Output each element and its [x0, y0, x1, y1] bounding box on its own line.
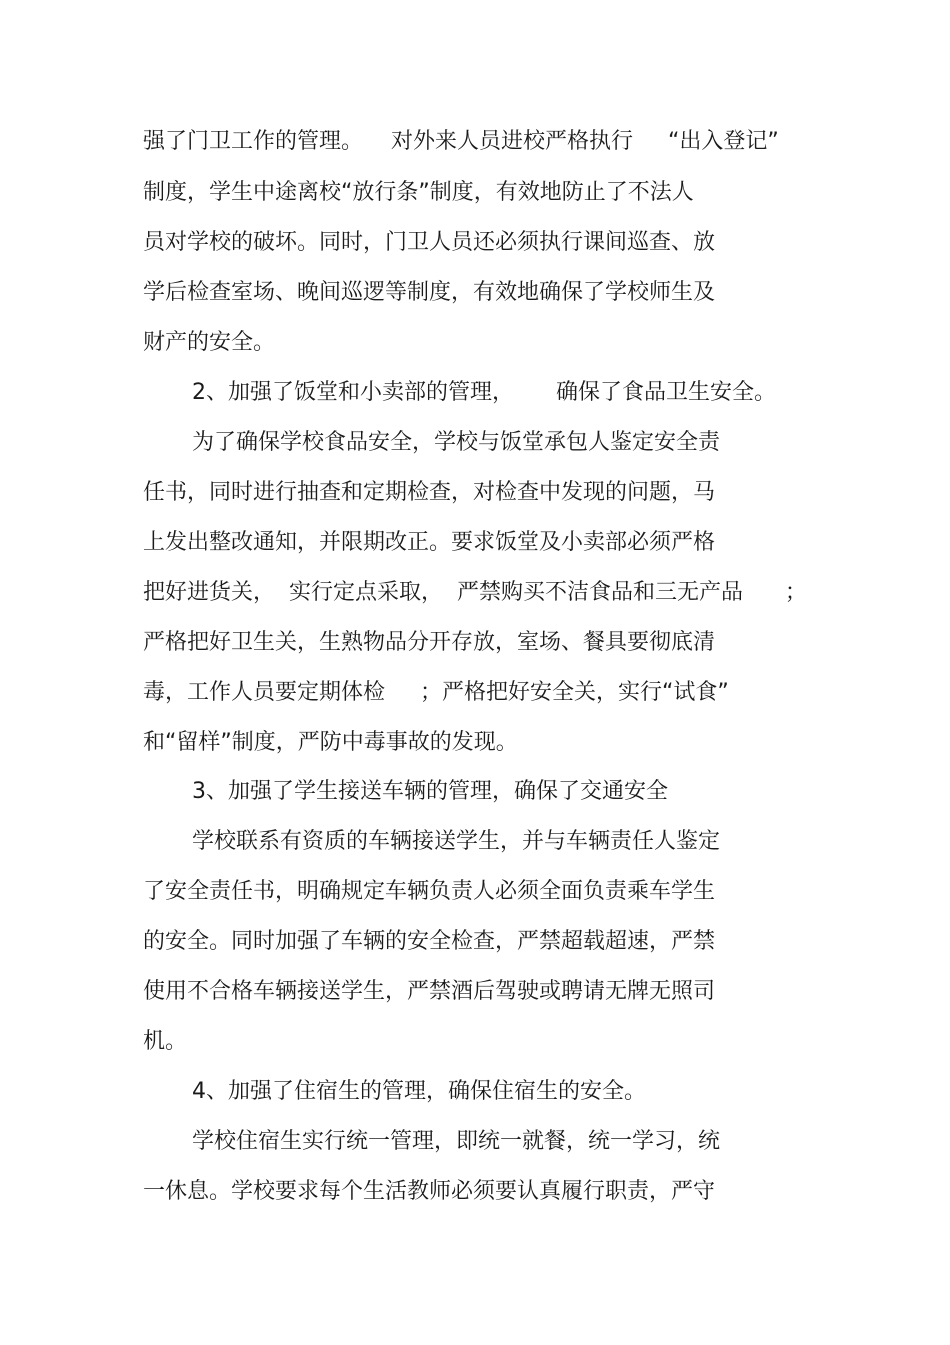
paragraph-line: 财产的安全。	[143, 330, 276, 355]
paragraph-line: 制度，学生中途离校“放行条”制度，有效地防止了不法人	[143, 180, 694, 205]
section-heading: 4、加强了住宿生的管理，确保住宿生的安全。	[192, 1079, 646, 1104]
section-heading: 2、加强了饭堂和小卖部的管理， 确保了食品卫生安全。	[192, 380, 776, 405]
paragraph-line: 和“留样”制度，严防中毒事故的发现。	[143, 730, 518, 755]
paragraph-line: 为了确保学校食品安全，学校与饭堂承包人鉴定安全责	[192, 430, 721, 455]
paragraph-line: 严格把好卫生关，生熟物品分开存放，室场、餐具要彻底清	[143, 630, 716, 655]
paragraph-line: 学校住宿生实行统一管理，即统一就餐，统一学习，统	[192, 1129, 721, 1154]
paragraph-line: 机。	[143, 1029, 188, 1054]
paragraph-line: 把好进货关， 实行定点采取， 严禁购买不洁食品和三无产品 ；	[143, 580, 807, 605]
paragraph-line: 员对学校的破坏。同时，门卫人员还必须执行课间巡查、放	[143, 230, 716, 255]
paragraph-line: 学后检查室场、晚间巡逻等制度，有效地确保了学校师生及	[143, 280, 716, 305]
paragraph-line: 使用不合格车辆接送学生，严禁酒后驾驶或聘请无牌无照司	[143, 979, 716, 1004]
section-heading: 3、加强了学生接送车辆的管理，确保了交通安全	[192, 779, 668, 804]
paragraph-line: 的安全。同时加强了车辆的安全检查，严禁超载超速，严禁	[143, 929, 716, 954]
paragraph-line: 任书，同时进行抽查和定期检查，对检查中发现的问题，马	[143, 480, 716, 505]
paragraph-line: 毒，工作人员要定期体检 ；严格把好安全关，实行“试食”	[143, 680, 729, 705]
paragraph-line: 一休息。学校要求每个生活教师必须要认真履行职责，严守	[143, 1179, 716, 1204]
paragraph-line: 上发出整改通知，并限期改正。要求饭堂及小卖部必须严格	[143, 530, 716, 555]
paragraph-line: 学校联系有资质的车辆接送学生，并与车辆责任人鉴定	[192, 829, 721, 854]
paragraph-line: 强了门卫工作的管理。 对外来人员进校严格执行 “出入登记”	[143, 129, 779, 154]
paragraph-line: 了安全责任书，明确规定车辆负责人必须全面负责乘车学生	[143, 879, 716, 904]
